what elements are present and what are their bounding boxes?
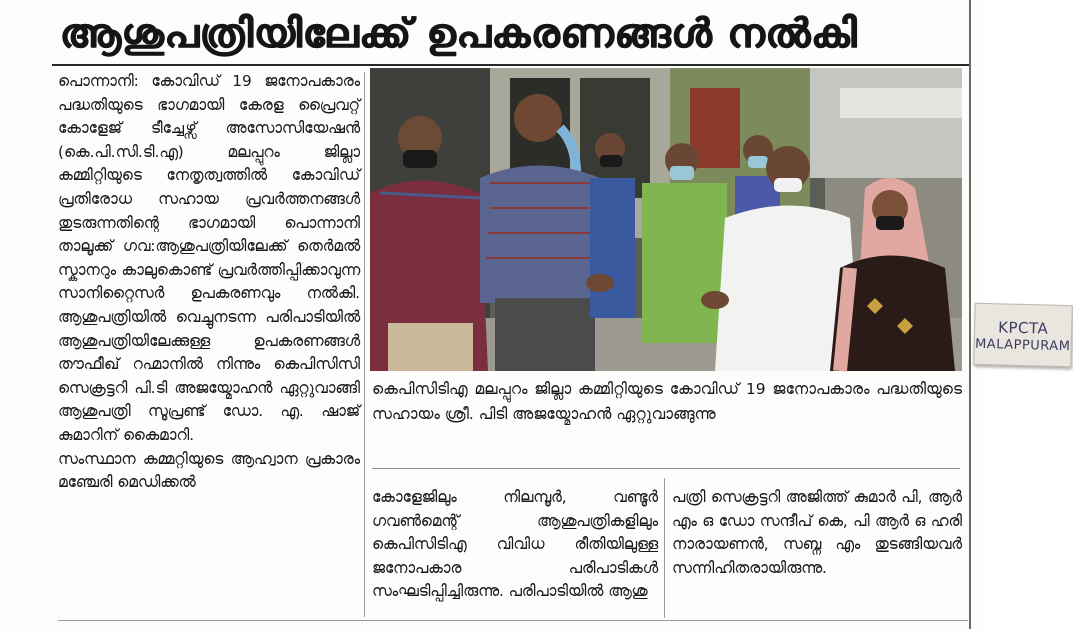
news-photo bbox=[370, 68, 1071, 371]
article-body-right-column: പത്രി സെക്രട്ടറി അജിത്ത് കുമാർ പി, ആർ എം ഒ ഡോ സന്ദീപ് കെ, പി ആർ ഒ ഹരി നാരായണൻ, സബ്ന എം തുടങ്ങിയവർ സന്നിഹിതരായിരുന്നു. bbox=[672, 488, 962, 577]
article-paragraph-1: പൊന്നാനി: കോവിഡ് 19 ജനോപകാരം പദ്ധതിയുടെ ഭാഗമായി കേരള പ്രൈവറ്റ് കോളേജ് ടീച്ചേഴ്സ് അസോസിയേഷൻ (കെ.പി.സി.ടി.എ) മലപ്പുറം ജില്ലാ കമ്മിറ്റിയുടെ നേതൃത്വത്തിൽ കോവിഡ് പ്രതിരോധ സഹായ പ്രവർത്തനങ്ങൾ തുടരുന്നതിന്റെ ഭാഗമായി പൊന്നാനി താലൂക്ക് ഗവ:ആശുപത്രിയിലേക്ക് തെർമൽ സ്കാനറും കാലുകൊണ്ട് പ്രവർത്തിപ്പിക്കാവുന്ന സാനിറ്റൈസർ ഉപകരണവും നൽകി. ആശുപത്രിയിൽ വെച്ചുനടന്ന പരിപാടിയിൽ ആശുപത്രിയിലേക്കുള്ള ഉപകരണങ്ങൾ തൗഫീഖ് റഹ്മാനിൽ നിന്നും കെപിസിസി സെക്രട്ടറി പി.ടി അജയ്മോഹൻ ഏറ്റുവാങ്ങി ആശുപത്രി സൂപ്രണ്ട് ഡോ. എ. ഷാജ് കുമാറിന് കൈമാറി. bbox=[58, 72, 360, 444]
headline: ആശുപത്രിയിലേക്ക് ഉപകരണങ്ങൾ നൽകി bbox=[60, 11, 858, 57]
page-edge-rule bbox=[969, 0, 971, 629]
headline-rule bbox=[52, 64, 970, 66]
box-label-line1: KPCTA bbox=[997, 318, 1049, 338]
article-body-left-column bbox=[58, 70, 360, 618]
bottom-rule bbox=[58, 620, 968, 621]
column-divider-2 bbox=[664, 478, 665, 618]
donation-box bbox=[973, 303, 1073, 368]
column-divider bbox=[364, 72, 365, 617]
photo-caption: കെപിസിടിഎ മലപ്പുറം ജില്ലാ കമ്മിറ്റിയുടെ കോവിഡ് 19 ജനോപകാരം പദ്ധതിയുടെ സഹായം ശ്രീ. പിടി അജയ്മോഹൻ ഏറ്റുവാങ്ങുന്നു bbox=[372, 380, 962, 423]
photo-scene bbox=[370, 68, 962, 371]
article-paragraph-2: സംസ്ഥാന കമ്മറ്റിയുടെ ആഹ്വാന പ്രകാരം മഞ്ചേരി മെഡിക്കൽ bbox=[58, 449, 360, 492]
caption-rule bbox=[372, 468, 960, 469]
article-body-middle-column: കോളേജിലും നിലമ്പൂർ, വണ്ടൂർ ഗവൺമെന്റ് ആശുപത്രികളിലും കെപിസിടിഎ വിവിധ രീതിയിലുള്ള ജനോപകാര പരിപാടികൾ സംഘടിപ്പിച്ചിരുന്നു. പരിപാടിയിൽ ആശു bbox=[372, 488, 658, 601]
box-label-line2: MALAPPURAM bbox=[974, 336, 1071, 355]
